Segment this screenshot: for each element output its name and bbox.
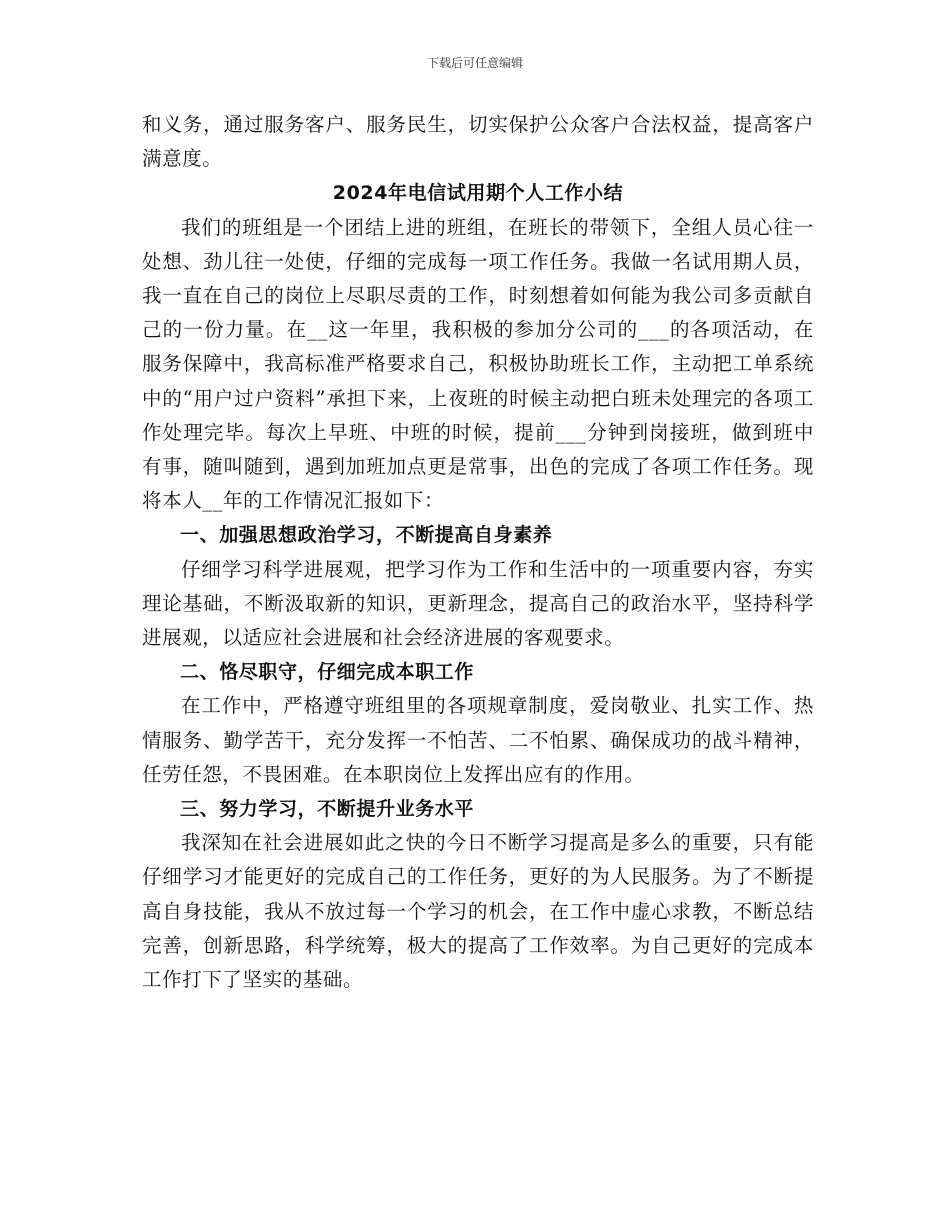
paragraph-learning: 我深知在社会进展如此之快的今日不断学习提高是多么的重要，只有能仔细学习才能更好的完成自己的工作任务，更好的为人民服务。为了不断提高自身技能，我从不放过每一个学习的机会，在工作中虚心求教，不断总结完善，创新思路，科学统筹，极大的提高了工作效率。为自己更好的完成本工作打下了坚实的基础。 (142, 831, 814, 992)
section-heading-1: 一、加强思想政治学习，不断提高自身素养 (180, 524, 553, 547)
section-heading-2: 二、恪尽职守，仔细完成本职工作 (180, 661, 475, 684)
document-title: 2024年电信试用期个人工作小结 (332, 182, 624, 205)
section-heading-3: 三、努力学习，不断提升业务水平 (180, 798, 475, 821)
paragraph-duties: 在工作中，严格遵守班组里的各项规章制度，爱岗敬业、扎实工作、热情服务、勤学苦干，充分发挥一不怕苦、二不怕累、确保成功的战斗精神，任劳任怨，不畏困难。在本职岗位上发挥出应有的作用。 (142, 694, 814, 786)
document-body (142, 108, 814, 997)
paragraph-political-study: 仔细学习科学进展观，把学习作为工作和生活中的一项重要内容，夯实理论基础，不断汲取新的知识，更新理念，提高自己的政治水平，坚持科学进展观，以适应社会进展和社会经济进展的客观要求。 (142, 557, 814, 650)
intro-paragraph: 和义务，通过服务客户、服务民生，切实保护公众客户合法权益，提高客户满意度。 (142, 113, 814, 171)
page-header: 下载后可任意编辑 (426, 56, 523, 70)
paragraph-intro-work: 我们的班组是一个团结上进的班组，在班长的带领下，全组人员心往一处想、劲儿往一处使，仔细的完成每一项工作任务。我做一名试用期人员，我一直在自己的岗位上尽职尽责的工作，时刻想着如何能为我公司多贡献自己的一份力量。在__这一年里，我积极的参加分公司的___的各项活动，在服务保障中，我高标准严格要求自己，积极协助班长工作，主动把工单系统中的“用户过户资料”承担下来，上夜班的时候主动把白班未处理完的各项工作处理完毕。每次上早班、中班的时候，提前___分钟到岗接班，做到班中有事，随叫随到，遇到加班加点更是常事，出色的完成了各项工作任务。现将本人__年的工作情况汇报如下： (142, 215, 814, 513)
